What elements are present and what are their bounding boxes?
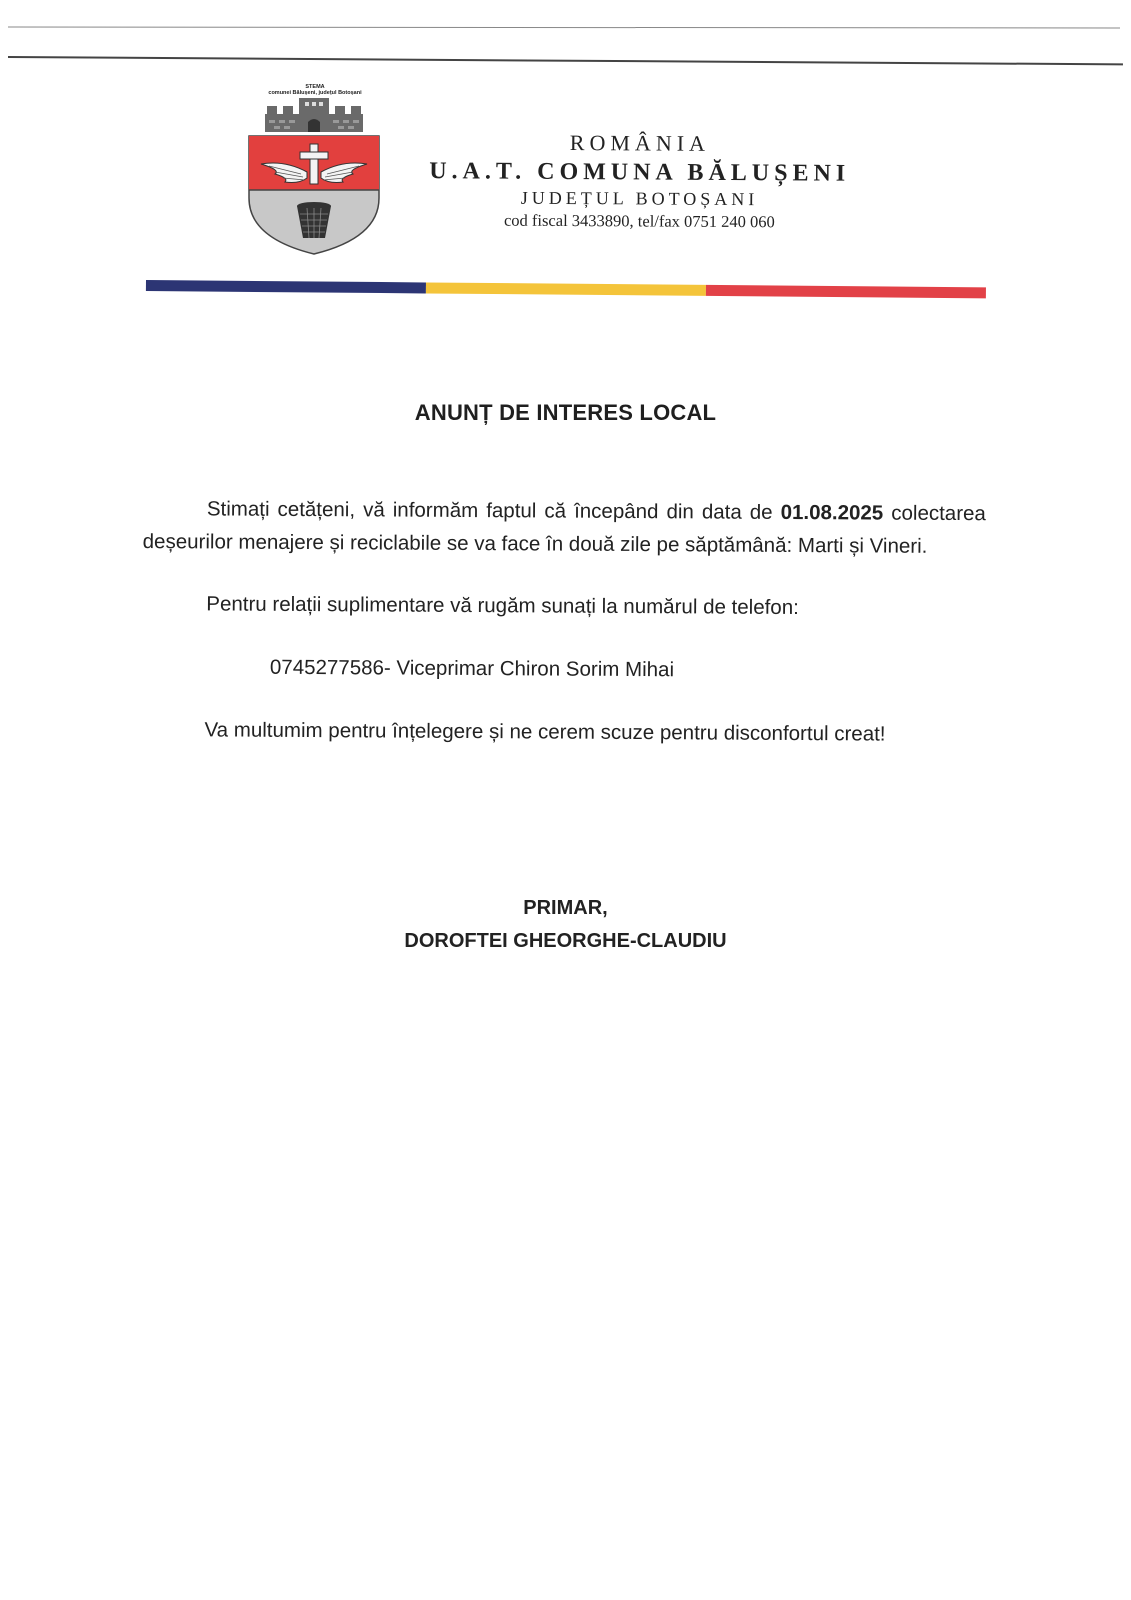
header-country: ROMÂNIA (569, 130, 711, 156)
basket-icon (297, 202, 331, 238)
crest-caption (245, 84, 385, 96)
mural-crown-icon (265, 98, 363, 132)
scan-top-line (8, 27, 1120, 29)
header-fiscal-code: cod fiscal 3433890, tel/fax 0751 240 060 (503, 210, 775, 232)
signature-name: DOROFTEI GHEORGHE-CLAUDIU (404, 930, 727, 952)
paragraph-contact-intro: Pentru relații suplimentare vă rugăm sunați la numărul de telefon: (206, 592, 799, 620)
signature-role: PRIMAR, (523, 897, 608, 919)
paragraph-schedule-text: colectarea deșeurilor menajere și reciclabile se va face în două zile pe săptămână: Marti și Vineri. (142, 501, 986, 558)
tricolor-divider (146, 280, 986, 298)
paragraph-apology: Va multumim pentru înțelegere și ne cerem scuze pentru disconfortul creat! (204, 718, 886, 746)
start-date: 01.08.2025 (780, 500, 884, 525)
announcement-body (141, 492, 986, 751)
scan-second-line (8, 56, 1123, 65)
tricolor-yellow (426, 282, 706, 295)
crest-caption-title: STEMA (305, 84, 325, 90)
paragraph-intro-text: Stimați cetățeni, vă informăm faptul că începând din data de (206, 497, 781, 524)
announcement-title: ANUNȚ DE INTERES LOCAL (414, 400, 717, 425)
crest-caption-subtitle: comunei Bălușeni, județul Botoșani (268, 90, 362, 96)
tricolor-blue (146, 280, 426, 293)
paragraph-collection-schedule (143, 492, 986, 563)
coat-of-arms (245, 84, 385, 256)
header-county: JUDEȚUL BOTOȘANI (520, 187, 759, 210)
contact-phone-line: 0745277586- Viceprimar Chiron Sorim Mihai (269, 655, 675, 682)
crest-shield-icon (245, 98, 385, 256)
signature-block (0, 892, 1131, 958)
header-uat: U.A.T. COMUNA BĂLUȘENI (429, 158, 851, 187)
tricolor-red (706, 285, 986, 298)
letterhead (404, 128, 875, 235)
